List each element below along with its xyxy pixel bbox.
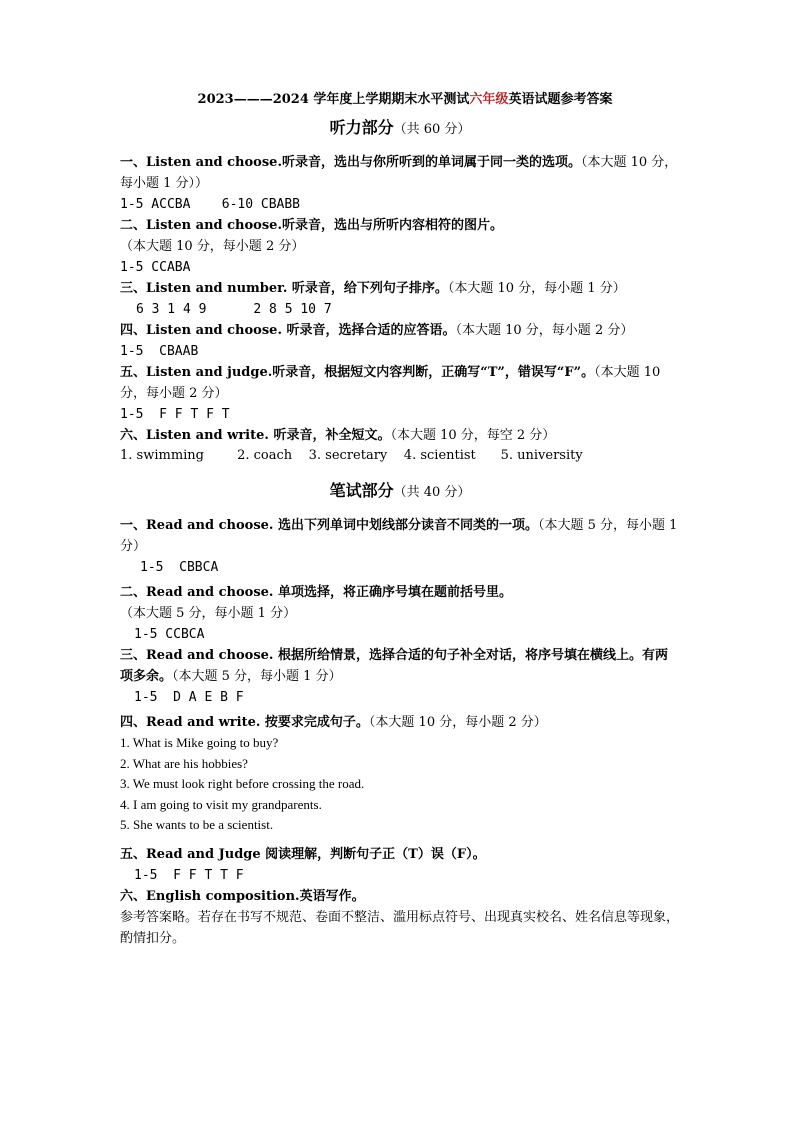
listening-answer-6-words	[120, 446, 680, 466]
listening-question-5	[120, 362, 680, 404]
question-text: 三、Listen and number. 听录音，给下列句子排序。	[120, 281, 448, 296]
title-part1: 2023———2024 学年度上学期期末水平测试	[197, 92, 470, 107]
question-text: 五、Read and Judge 阅读理解，判断句子正（T）误（F）。	[120, 846, 486, 862]
written-score: （共 40 分）	[393, 485, 471, 500]
answer-key-page	[120, 88, 680, 949]
word-answer: 5. university	[500, 448, 583, 463]
listening-heading-text: 听力部分	[329, 118, 394, 137]
question-note: （本大题 5 分，每小题 1 分）	[120, 518, 678, 554]
written-answer-3: 1-5 D A E B F	[134, 690, 244, 705]
listening-answer-1: 1-5 ACCBA 6-10 CBABB	[120, 197, 301, 212]
listening-answer-3: 6 3 1 4 9 2 8 5 10 7	[136, 302, 332, 317]
listening-heading	[120, 115, 680, 138]
question-text: 二、Read and choose. 单项选择，将正确序号填在题前括号里。	[120, 585, 512, 600]
written-answer-1: 1-5 CBBCA	[140, 560, 219, 575]
title-part2: 英语试题参考答案	[508, 92, 613, 107]
question-text: 一、Read and choose. 选出下列单词中划线部分读音不同类的一项。	[120, 518, 538, 533]
sentence-answer-1: 1. What is Mike going to buy?	[120, 735, 279, 750]
question-text: 六、Listen and write. 听录音，补全短文。	[120, 428, 391, 443]
listening-question-6	[120, 425, 680, 446]
question-note: （本大题 10 分，每空 2 分）	[390, 428, 556, 443]
question-text: 六、English composition.英语写作。	[120, 888, 365, 904]
written-question-6	[120, 886, 680, 907]
question-note: （本大题 5 分，每小题 1 分）	[172, 669, 342, 684]
sentence-answer-4: 4. I am going to visit my grandparents.	[120, 796, 322, 812]
question-text: 二、Listen and choose.听录音，选出与所听内容相符的图片。	[120, 218, 503, 233]
word-answer: 2. coach	[237, 448, 293, 463]
listening-score: （共 60 分）	[393, 122, 471, 137]
question-text: 四、Read and write. 按要求完成句子。	[120, 715, 369, 730]
written-question-4	[120, 712, 680, 733]
question-note: （本大题 10 分，每小题 2 分）	[120, 365, 661, 401]
question-text: 四、Listen and choose. 听录音，选择合适的应答语。	[120, 323, 456, 338]
composition-note: 参考答案略。若存在书写不规范、卷面不整洁、滥用标点符号、出现真实校名、姓名信息等现象，酌情扣分。	[120, 909, 680, 946]
question-note: （本大题 5 分，每小题 1 分）	[120, 606, 297, 621]
document-title	[130, 88, 680, 107]
written-answer-5: 1-5 F F T T F	[134, 867, 244, 883]
listening-answer-5: 1-5 F F T F T	[120, 407, 230, 422]
question-text: 三、Read and choose. 根据所给情景，选择合适的句子补全对话，将序号填在横线上。有两项多余。	[120, 648, 668, 684]
sentence-answer-5: 5. She wants to be a scientist.	[120, 817, 274, 832]
word-answer: 3. secretary	[308, 448, 388, 463]
written-heading-text: 笔试部分	[329, 481, 394, 500]
question-text: 一、Listen and choose.听录音，选出与你所听到的单词属于同一类的选项。	[120, 155, 581, 170]
question-note: （本大题 10 分，每小题 2 分）	[368, 715, 547, 730]
sentence-answer-2: 2. What are his hobbies?	[120, 755, 248, 771]
question-note: （本大题 10 分，每小题 1 分））	[120, 155, 678, 191]
written-question-2	[120, 582, 680, 624]
word-answer: 1. swimming	[120, 448, 204, 463]
listening-answer-4: 1-5 CBAAB	[120, 344, 199, 359]
sentence-answer-3: 3. We must look right before crossing the road.	[120, 776, 365, 791]
listening-question-4	[120, 320, 680, 341]
title-grade-highlight: 六年级	[469, 92, 509, 107]
question-note: （本大题 10 分，每小题 2 分）	[455, 323, 634, 338]
listening-question-3	[120, 278, 680, 299]
listening-answer-2: 1-5 CCABA	[120, 260, 191, 275]
written-question-1	[120, 515, 680, 557]
written-question-3	[120, 645, 680, 687]
word-answer: 4. scientist	[403, 448, 476, 463]
question-note: （本大题 10 分，每小题 2 分）	[120, 239, 305, 254]
question-text: 五、Listen and judge.听录音，根据短文内容判断，正确写“T”，错误写“F”。	[120, 365, 595, 380]
written-question-5	[120, 844, 680, 865]
written-answer-2: 1-5 CCBCA	[134, 627, 205, 642]
written-heading	[120, 478, 680, 501]
listening-question-2	[120, 215, 680, 257]
question-note: （本大题 10 分，每小题 1 分）	[447, 281, 626, 296]
listening-question-1	[120, 152, 680, 194]
